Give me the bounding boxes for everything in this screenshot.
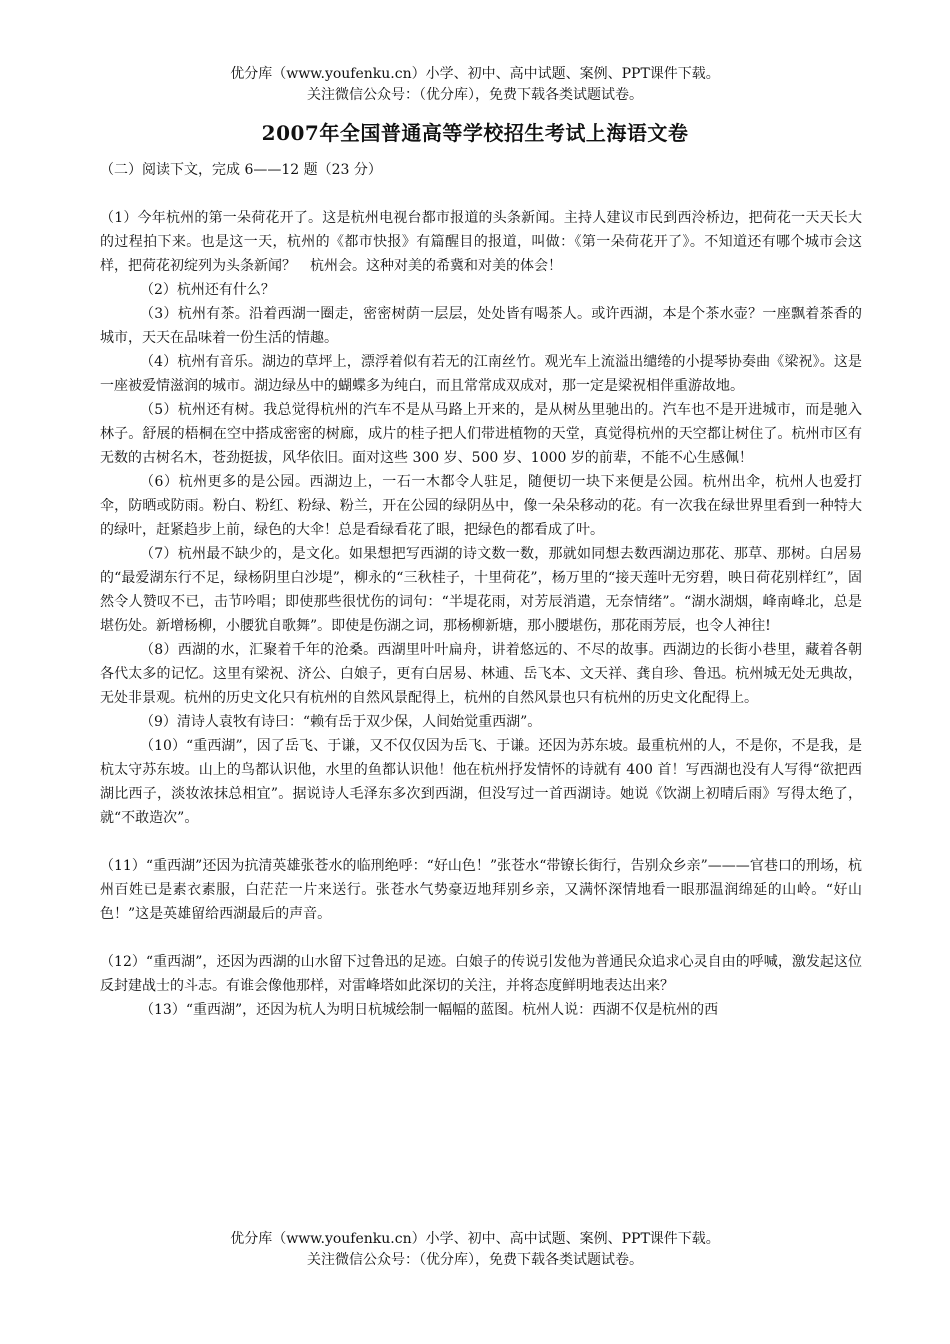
paragraph-6: （6）杭州更多的是公园。西湖边上，一石一木都令人驻足，随便切一块下来便是公园。杭州出伞，杭州人也爱打伞，防晒或防雨。粉白、粉红、粉绿、粉兰，开在公园的绿阴丛中，像一朵朵移动的花。有一次我在绿世界里看到一种特大的绿叶，赶紧趋步上前，绿色的大伞！总是看绿看花了眼，把绿色的都看成了叶。 bbox=[100, 474, 862, 538]
paragraph-9: （9）清诗人袁牧有诗曰：“赖有岳于双少保，人间始觉重西湖”。 bbox=[140, 714, 542, 730]
footer-line-2: 关注微信公众号：（优分库），免费下载各类试题试卷。 bbox=[307, 1252, 643, 1268]
paragraph-2: （2）杭州还有什么？ bbox=[140, 282, 275, 298]
question-intro: （二）阅读下文，完成 6——12 题（23 分） bbox=[100, 162, 382, 178]
paragraph-5: （5）杭州还有树。我总觉得杭州的汽车不是从马路上开来的，是从树丛里驰出的。汽车也不是开进城市，而是驰入林子。舒展的梧桐在空中搭成密密的树廊，成片的桂子把人们带进植物的天堂，真觉得杭州的天空都让树住了。杭州市区有无数的古树名木，苍劲挺拔，风华依旧。面对这些 300 岁、500 岁、1000 岁的前辈，不能不心生感佩！ bbox=[100, 402, 862, 466]
paragraph-11: （11）“重西湖”还因为抗清英雄张苍水的临刑绝呼：“好山色！”张苍水“带镣长街行，告别众乡亲”———官巷口的刑场，杭州百姓已是素衣素服，白茫茫一片来送行。张苍水气势豪迈地拜别乡亲，又满怀深情地看一眼那温润绵延的山岭。“好山色！”这是英雄留给西湖最后的声音。 bbox=[100, 858, 862, 922]
header-line-1: 优分库（www.youfenku.cn）小学、初中、高中试题、案例、PPT课件下载。 bbox=[230, 66, 720, 82]
paragraph-4: （4）杭州有音乐。湖边的草坪上，漂浮着似有若无的江南丝竹。观光车上流溢出缱绻的小提琴协奏曲《梁祝》。这是一座被爱情滋润的城市。湖边绿丛中的蝴蝶多为纯白，而且常常成双成对，那一定是梁祝相伴重游故地。 bbox=[100, 354, 862, 394]
footer-line-1: 优分库（www.youfenku.cn）小学、初中、高中试题、案例、PPT课件下载。 bbox=[230, 1231, 720, 1247]
paragraph-10: （10）“重西湖”，因了岳飞、于谦，又不仅仅因为岳飞、于谦。还因为苏东坡。最重杭州的人，不是你，不是我，是杭太守苏东坡。山上的鸟都认识他，水里的鱼都认识他！他在杭州抒发情怀的诗就有 400 首！写西湖也没有人写得“欲把西湖比西子，淡妆浓抹总相宜”。据说诗人毛泽东多次到西湖，但没写过一首西湖诗。她说《饮湖上初晴后雨》写得太绝了，就“不敢造次”。 bbox=[100, 738, 862, 826]
paragraph-13: （13）“重西湖”，还因为杭人为明日杭城绘制一幅幅的蓝图。杭州人说：西湖不仅是杭州的西 bbox=[140, 1002, 719, 1018]
header-line-2: 关注微信公众号：（优分库），免费下载各类试题试卷。 bbox=[307, 87, 643, 103]
paragraph-7: （7）杭州最不缺少的，是文化。如果想把写西湖的诗文数一数，那就如同想去数西湖边那花、那草、那树。白居易的“最爱湖东行不足，绿杨阴里白沙堤”，柳永的“三秋桂子，十里荷花”，杨万里的“接天莲叶无穷碧，映日荷花别样红”，固然令人赞叹不已，击节吟唱；即使那些很忧伤的词句：“半堤花雨，对芳辰消遣，无奈情绪”。“湖水湖烟，峰南峰北，总是堪伤处。新增杨柳，小腰犹自歌舞”。即使是伤湖之词，那杨柳新塘，那小腰堪伤，那花雨芳辰，也令人神往! bbox=[100, 546, 862, 634]
paragraph-1: （1）今年杭州的第一朵荷花开了。这是杭州电视台都市报道的头条新闻。主持人建议市民到西泠桥边，把荷花一天天长大的过程拍下来。也是这一天，杭州的《都市快报》有篇醒目的报道，叫做：《第一朵荷花开了》。不知道还有哪个城市会这样，把荷花初绽列为头条新闻？ 杭州会。这种对美的希冀和对美的体会！ bbox=[100, 210, 862, 274]
article-body bbox=[100, 206, 862, 1022]
page-footer bbox=[0, 1229, 950, 1271]
document-title: 2007年全国普通高等学校招生考试上海语文卷 bbox=[261, 121, 689, 145]
page-header bbox=[0, 64, 950, 106]
paragraph-12: （12）“重西湖”，还因为西湖的山水留下过鲁迅的足迹。白娘子的传说引发他为普通民众追求心灵自由的呼喊，激发起这位反封建战士的斗志。有谁会像他那样，对雷峰塔如此深切的关注，并将态度鲜明地表达出来？ bbox=[100, 954, 862, 994]
paragraph-3: （3）杭州有茶。沿着西湖一圈走，密密树荫一层层，处处皆有喝茶人。或许西湖，本是个茶水壶？一座飘着茶香的城市，天天在品味着一份生活的情趣。 bbox=[100, 306, 862, 346]
paragraph-8: （8）西湖的水，汇聚着千年的沧桑。西湖里叶叶扁舟，讲着悠远的、不尽的故事。西湖边的长街小巷里，藏着各朝各代太多的记忆。这里有梁祝、济公、白娘子，更有白居易、林逋、岳飞本、文天祥、龚自珍、鲁迅。杭州城无处无典故，无处非景观。杭州的历史文化只有杭州的自然风景配得上，杭州的自然风景也只有杭州的历史文化配得上。 bbox=[100, 642, 862, 706]
